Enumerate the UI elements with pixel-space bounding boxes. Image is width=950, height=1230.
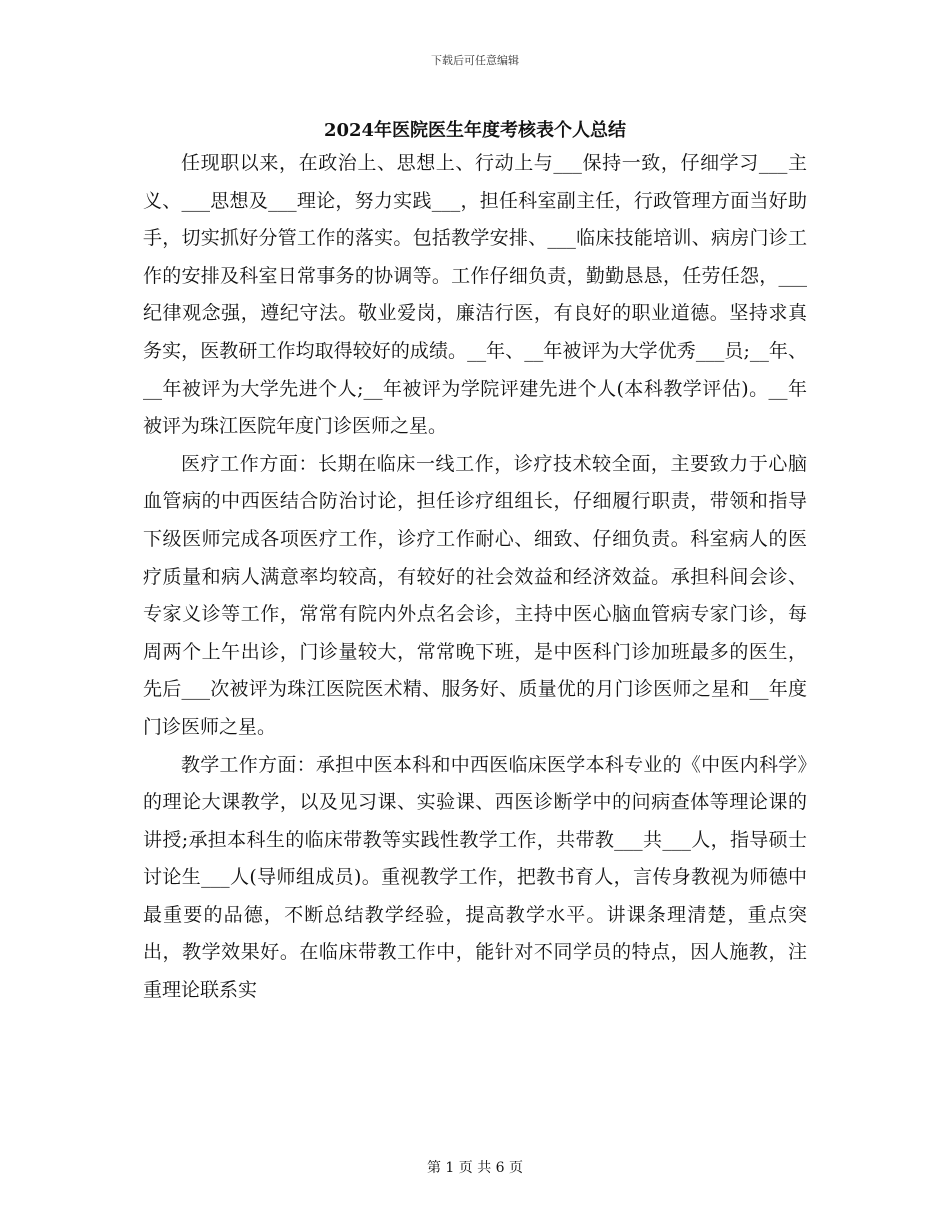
document-title: 2024年医院医生年度考核表个人总结 [323,120,627,141]
paragraph-teaching-work: 教学工作方面：承担中医本科和中西医临床医学本科专业的《中医内科学》的理论大课教学，以及见习课、实验课、西医诊断学中的问病查体等理论课的讲授;承担本科生的临床带教等实践性教学工作，共带教___共___人，指导硕士讨论生___人(导师组成员)。重视教学工作，把教书育人，言传身教视为师德中最重要的品德，不断总结教学经验，提高教学水平。讲课条理清楚，重点突出，教学效果好。在临床带教工作中，能针对不同学员的特点，因人施教，注重理论联系实 [143,753,807,1002]
paragraph-intro: 任现职以来，在政治上、思想上、行动上与___保持一致，仔细学习___主义、___思想及___理论，努力实践___，担任科室副主任，行政管理方面当好助手，切实抓好分管工作的落实。包括教学安排、___临床技能培训、病房门诊工作的安排及科室日常事务的协调等。工作仔细负责，勤勤恳恳，任劳任怨，___纪律观念强，遵纪守法。敬业爱岗，廉洁行医，有良好的职业道德。坚持求真务实，医教研工作均取得较好的成绩。__年、__年被评为大学优秀___员;__年、__年被评为大学先进个人;__年被评为学院评建先进个人(本科教学评估)。__年被评为珠江医院年度门诊医师之星。 [143,152,807,438]
page-number: 第 1 页 共 6 页 [426,1160,524,1176]
document-body [143,145,807,1010]
paragraph-medical-work: 医疗工作方面：长期在临床一线工作，诊疗技术较全面，主要致力于心脑血管病的中西医结合防治讨论，担任诊疗组组长，仔细履行职责，带领和指导下级医师完成各项医疗工作，诊疗工作耐心、细致、仔细负责。科室病人的医疗质量和病人满意率均较高，有较好的社会效益和经济效益。承担科间会诊、专家义诊等工作，常常有院内外点名会诊，主持中医心脑血管病专家门诊，每周两个上午出诊，门诊量较大，常常晚下班，是中医科门诊加班最多的医生，先后___次被评为珠江医院医术精、服务好、质量优的月门诊医师之星和__年度门诊医师之星。 [143,452,807,738]
page-header-note: 下载后可任意编辑 [431,54,519,67]
